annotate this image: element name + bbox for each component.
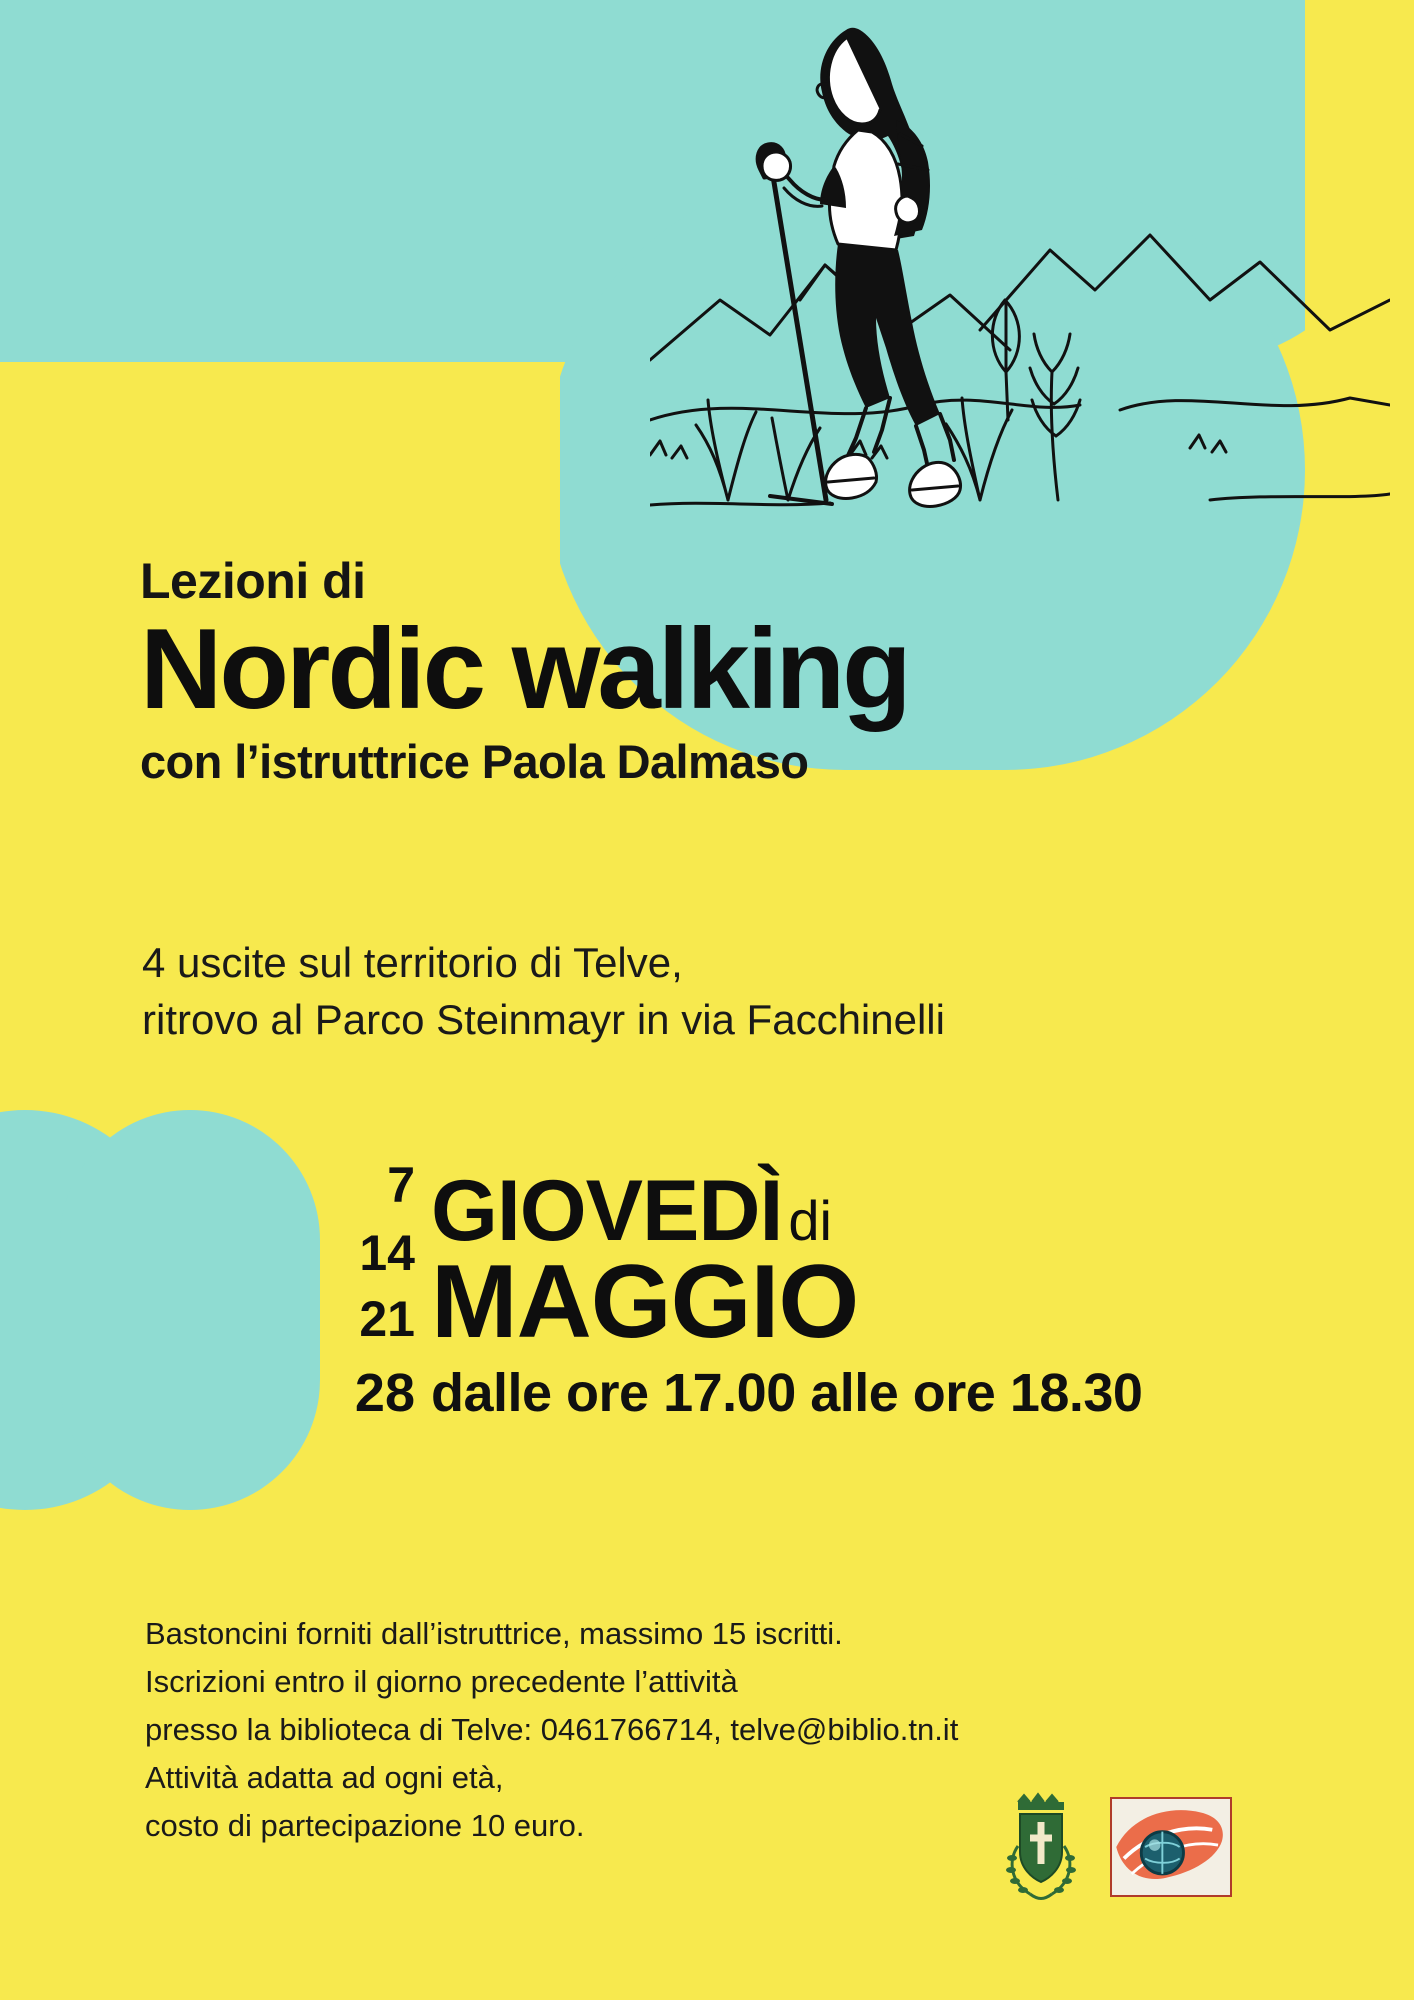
date-row-main (285, 1157, 1385, 1361)
day-1: 7 (387, 1157, 415, 1213)
date-block (285, 1157, 1385, 1424)
info-line-2: Iscrizioni entro il giorno precedente l’attività (145, 1664, 738, 1700)
intro-line-1: 4 uscite sul territorio di Telve, (142, 939, 683, 986)
weekday-line (431, 1163, 1385, 1260)
day-3: 21 (359, 1291, 415, 1347)
intro-text (142, 935, 1292, 1048)
hours-row (285, 1362, 1385, 1424)
month-label: MAGGIO (431, 1244, 859, 1361)
day-2: 14 (359, 1225, 415, 1281)
days-column (285, 1157, 431, 1352)
pre-title: Lezioni di (140, 553, 366, 609)
info-line-3: presso la biblioteca di Telve: 0461766714, telve@biblio.tn.it (145, 1712, 959, 1748)
info-line-5: costo di partecipazione 10 euro. (145, 1808, 585, 1844)
title-group (140, 555, 1340, 789)
info-text (145, 1610, 1105, 1850)
teal-left-circle-2 (60, 1110, 320, 1510)
weekday-month-column (431, 1163, 1385, 1361)
biblioteca-network-logo-icon (1110, 1797, 1232, 1897)
instructor-subtitle: con l’istruttrice Paola Dalmaso (140, 734, 809, 788)
comune-di-telve-crest-logo-icon (1000, 1788, 1082, 1906)
logo-row (1000, 1782, 1300, 1912)
info-line-4: Attività adatta ad ogni età, (145, 1760, 504, 1796)
info-line-1: Bastoncini forniti dall’istruttrice, massimo 15 iscritti. (145, 1616, 843, 1651)
page-title: Nordic walking (140, 605, 909, 733)
hours-label: dalle ore 17.00 alle ore 18.30 (431, 1363, 1143, 1423)
connector-label: di (788, 1189, 832, 1253)
intro-line-2: ritrovo al Parco Steinmayr in via Facchinelli (142, 995, 945, 1043)
day-4: 28 (354, 1363, 415, 1423)
weekday-label: GIOVEDÌ (431, 1163, 783, 1260)
